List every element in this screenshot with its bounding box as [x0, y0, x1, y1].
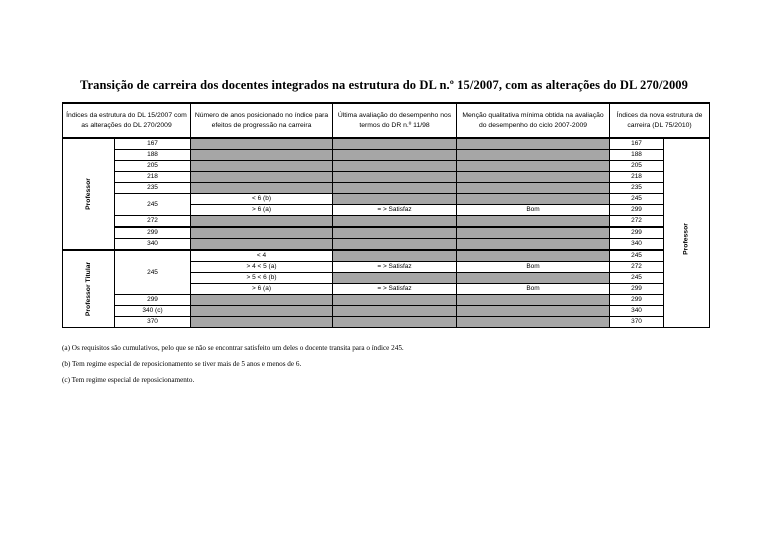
old-index-cell: 299: [115, 295, 191, 306]
footnote-c: (c) Tem regime especial de reposicionamento.: [62, 376, 195, 384]
shaded-cell: [191, 306, 333, 317]
shaded-cell: [457, 306, 610, 317]
old-index-cell: 340: [115, 239, 191, 251]
shaded-cell: [333, 172, 457, 183]
table-row: [63, 295, 710, 306]
header-new-index: Índices da nova estrutura de carreira (DL 75/2010): [610, 103, 710, 138]
years-cell: < 6 (b): [191, 194, 333, 205]
new-index-cell: 205: [610, 161, 664, 172]
header-years: Número de anos posicionado no índice para efeitos de progressão na carreira: [191, 103, 333, 138]
old-index-cell: 299: [115, 227, 191, 239]
shaded-cell: [333, 295, 457, 306]
shaded-cell: [457, 317, 610, 328]
header-old-index: Índices da estrutura do DL 15/2007 com as alterações do DL 270/2009: [63, 103, 191, 138]
shaded-cell: [333, 194, 457, 205]
evaluation-cell: = > Satisfaz: [333, 262, 457, 273]
transition-table: [62, 102, 710, 328]
shaded-cell: [457, 183, 610, 194]
new-index-cell: 340: [610, 306, 664, 317]
new-index-cell: 188: [610, 150, 664, 161]
shaded-cell: [457, 150, 610, 161]
shaded-cell: [333, 250, 457, 262]
years-cell: > 6 (a): [191, 205, 333, 216]
old-index-cell: 340 (c): [115, 306, 191, 317]
shaded-cell: [333, 183, 457, 194]
table-row: [63, 227, 710, 239]
shaded-cell: [333, 306, 457, 317]
shaded-cell: [333, 150, 457, 161]
footnote-a: (a) Os requisitos são cumulativos, pelo que se não se encontrar satisfeito um deles o docente transita para o índice 245.: [62, 344, 404, 352]
new-index-cell: 235: [610, 183, 664, 194]
shaded-cell: [333, 161, 457, 172]
table-row: [63, 194, 710, 205]
shaded-cell: [457, 227, 610, 239]
years-cell: > 4 < 5 (a): [191, 262, 333, 273]
new-index-cell: 340: [610, 239, 664, 251]
new-index-cell: 299: [610, 295, 664, 306]
table-row: [63, 306, 710, 317]
new-index-cell: 245: [610, 250, 664, 262]
group-professor: Professor: [63, 138, 115, 250]
shaded-cell: [191, 183, 333, 194]
shaded-cell: [333, 317, 457, 328]
shaded-cell: [191, 161, 333, 172]
old-index-cell: 188: [115, 150, 191, 161]
new-index-cell: 299: [610, 284, 664, 295]
header-last-evaluation: Última avaliação do desempenho nos termos do DR n.º 11/98: [333, 103, 457, 138]
mention-cell: Bom: [457, 205, 610, 216]
years-cell: < 4: [191, 250, 333, 262]
shaded-cell: [457, 273, 610, 284]
old-index-cell: 245: [115, 250, 191, 295]
shaded-cell: [191, 295, 333, 306]
shaded-cell: [191, 239, 333, 251]
shaded-cell: [191, 138, 333, 150]
shaded-cell: [333, 216, 457, 228]
table-header-row: [63, 103, 710, 138]
table-row: [63, 317, 710, 328]
new-index-cell: 272: [610, 216, 664, 228]
table-row: [63, 161, 710, 172]
shaded-cell: [457, 194, 610, 205]
group-professor-titular: Professor Titular: [63, 250, 115, 328]
shaded-cell: [457, 172, 610, 183]
page-title: Transição de carreira dos docentes integrados na estrutura do DL n.º 15/2007, com as alterações do DL 270/2009: [79, 78, 689, 92]
old-index-cell: 218: [115, 172, 191, 183]
old-index-cell: 272: [115, 216, 191, 228]
shaded-cell: [191, 227, 333, 239]
header-minimum-mention: Menção qualitativa mínima obtida na avaliação do desempenho do ciclo 2007-2009: [457, 103, 610, 138]
shaded-cell: [333, 227, 457, 239]
table-row: [63, 138, 710, 150]
new-index-cell: 167: [610, 138, 664, 150]
new-index-cell: 218: [610, 172, 664, 183]
shaded-cell: [457, 295, 610, 306]
shaded-cell: [457, 239, 610, 251]
footnotes: [62, 343, 404, 391]
new-index-cell: 245: [610, 194, 664, 205]
new-index-cell: 245: [610, 273, 664, 284]
shaded-cell: [191, 150, 333, 161]
old-index-cell: 370: [115, 317, 191, 328]
new-index-cell: 272: [610, 262, 664, 273]
new-index-cell: 299: [610, 227, 664, 239]
shaded-cell: [457, 161, 610, 172]
old-index-cell: 235: [115, 183, 191, 194]
table-row: [63, 150, 710, 161]
shaded-cell: [457, 250, 610, 262]
new-index-cell: 299: [610, 205, 664, 216]
right-group-label: Professor: [682, 222, 690, 255]
old-index-cell: 167: [115, 138, 191, 150]
table-row: [63, 216, 710, 228]
evaluation-cell: = > Satisfaz: [333, 205, 457, 216]
shaded-cell: [457, 138, 610, 150]
evaluation-cell: = > Satisfaz: [333, 284, 457, 295]
footnote-b: (b) Tem regime especial de reposicionamento se tiver mais de 5 anos e menos de 6.: [62, 360, 302, 368]
new-index-cell: 370: [610, 317, 664, 328]
shaded-cell: [191, 216, 333, 228]
table-row: [63, 239, 710, 251]
mention-cell: Bom: [457, 262, 610, 273]
shaded-cell: [333, 239, 457, 251]
shaded-cell: [191, 317, 333, 328]
years-cell: > 5 < 6 (b): [191, 273, 333, 284]
mention-cell: Bom: [457, 284, 610, 295]
shaded-cell: [191, 172, 333, 183]
table-row: [63, 183, 710, 194]
table-row: [63, 172, 710, 183]
shaded-cell: [333, 273, 457, 284]
old-index-cell: 245: [115, 194, 191, 216]
old-index-cell: 205: [115, 161, 191, 172]
table-row: [63, 250, 710, 262]
shaded-cell: [333, 138, 457, 150]
years-cell: > 6 (a): [191, 284, 333, 295]
shaded-cell: [457, 216, 610, 228]
